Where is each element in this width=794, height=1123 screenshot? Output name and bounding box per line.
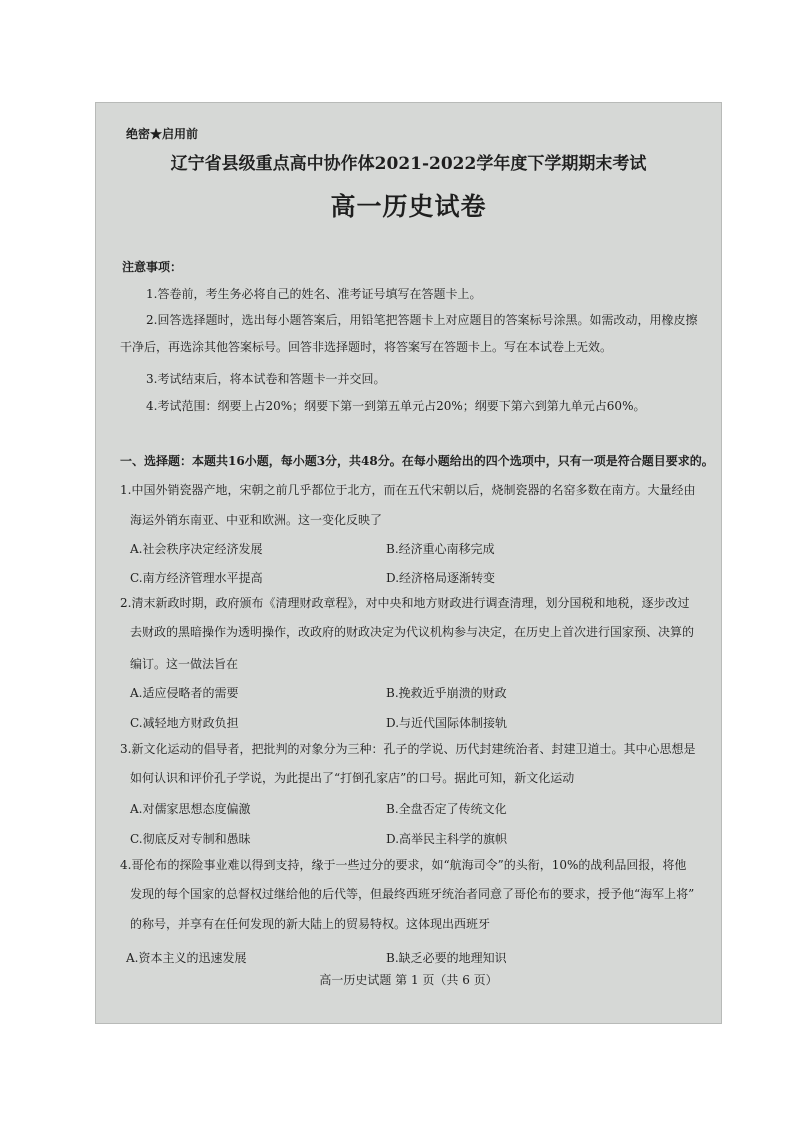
question-3-option-a: A.对儒家思想态度偏激 xyxy=(130,802,251,816)
question-2-line: 2.清末新政时期，政府颁布《清理财政章程》，对中央和地方财政进行调查清理，划分国税和地税，逐步改过 xyxy=(120,596,690,610)
question-2-option-a: A.适应侵略者的需要 xyxy=(130,686,239,700)
question-3-option-d: D.高举民主科学的旗帜 xyxy=(386,832,508,846)
question-3-line: 3.新文化运动的倡导者，把批判的对象分为三种：孔子的学说、历代封建统治者、封建卫道士。其中心思想是 xyxy=(120,742,696,756)
question-2-line: 编订。这一做法旨在 xyxy=(130,657,239,671)
question-3-option-b: B.全盘否定了传统文化 xyxy=(386,802,507,816)
question-4-line: 的称号，并享有在任何发现的新大陆上的贸易特权。这体现出西班牙 xyxy=(130,917,491,931)
notice-item: 3.考试结束后，将本试卷和答题卡一并交回。 xyxy=(146,372,386,386)
notice-item: 2.回答选择题时，选出每小题答案后，用铅笔把答题卡上对应题目的答案标号涂黑。如需改动，用橡皮擦 xyxy=(146,313,698,327)
question-1-line: 海运外销东南亚、中亚和欧洲。这一变化反映了 xyxy=(130,513,383,527)
question-1-option-b: B.经济重心南移完成 xyxy=(386,542,495,556)
question-1-line: 1.中国外销瓷器产地，宋朝之前几乎都位于北方，而在五代宋朝以后，烧制瓷器的名窑多数在南方。大量经由 xyxy=(120,483,696,497)
question-2-line: 去财政的黑暗操作为透明操作，改政府的财政决定为代议机构参与决定，在历史上首次进行国家预、决算的 xyxy=(130,625,695,639)
question-1-option-d: D.经济格局逐渐转变 xyxy=(386,571,496,585)
question-3-option-c: C.彻底反对专制和愚昧 xyxy=(130,832,251,846)
notice-heading: 注意事项： xyxy=(122,260,183,274)
question-4-option-b: B.缺乏必要的地理知识 xyxy=(386,951,507,965)
question-2-option-c: C.减轻地方财政负担 xyxy=(130,716,239,730)
exam-title: 辽宁省县级重点高中协作体2021-2022学年度下学期期末考试 xyxy=(170,154,647,174)
exam-subtitle: 高一历史试卷 xyxy=(330,192,487,221)
page-footer: 高一历史试题 第 1 页（共 6 页） xyxy=(319,973,498,987)
notice-item: 干净后，再选涂其他答案标号。回答非选择题时，将答案写在答题卡上。写在本试卷上无效。 xyxy=(120,340,613,354)
question-2-option-d: D.与近代国际体制接轨 xyxy=(386,716,508,730)
question-1-option-c: C.南方经济管理水平提高 xyxy=(130,571,263,585)
question-1-option-a: A.社会秩序决定经济发展 xyxy=(130,542,263,556)
exam-page xyxy=(95,102,722,1024)
question-4-line: 4.哥伦布的探险事业难以得到支持，缘于一些过分的要求，如“航海司令”的头衔，10%的战利品回报，将他 xyxy=(120,858,687,872)
notice-item: 1.答卷前，考生务必将自己的姓名、准考证号填写在答题卡上。 xyxy=(146,287,482,301)
question-4-option-a: A.资本主义的迅速发展 xyxy=(126,951,247,965)
section-heading: 一、选择题：本题共16小题，每小题3分，共48分。在每小题给出的四个选项中，只有一项是符合题目要求的。 xyxy=(120,454,714,468)
question-2-option-b: B.挽救近乎崩溃的财政 xyxy=(386,686,507,700)
question-4-line: 发现的每个国家的总督权过继给他的后代等，但最终西班牙统治者同意了哥伦布的要求，授予他“海军上将” xyxy=(130,887,695,901)
confidential-label: 绝密★启用前 xyxy=(126,127,199,141)
question-3-line: 如何认识和评价孔子学说，为此提出了“打倒孔家店”的口号。据此可知，新文化运动 xyxy=(130,771,575,785)
notice-item: 4.考试范围：纲要上占20%；纲要下第一到第五单元占20%；纲要下第六到第九单元占60%。 xyxy=(146,399,646,413)
